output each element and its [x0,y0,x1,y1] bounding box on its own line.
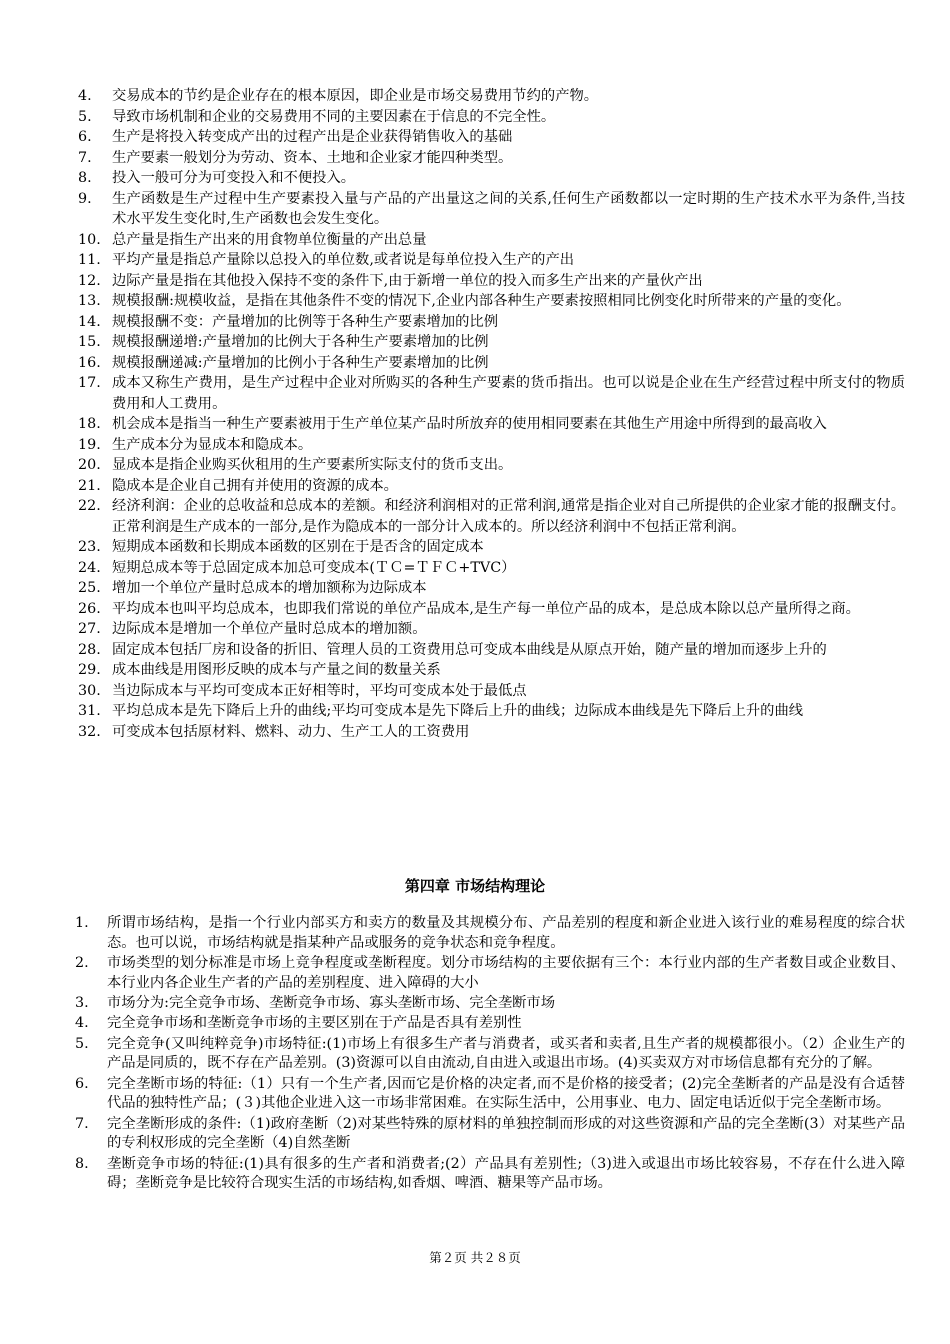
list-item [0,291,950,312]
list-item-number: 3. [75,994,89,1011]
list-item [0,994,950,1014]
list-item [0,414,950,435]
list-item [0,271,950,292]
list-item-number: 25. [78,580,101,596]
list-item-text: 平均成本也叫平均总成本，也即我们常说的单位产品成本,是生产每一单位产品的成本，是总成本除以总产量所得之商。 [112,600,860,617]
list-item-text: 边际产量是指在其他投入保持不变的条件下,由于新增一单位的投入而多生产出来的产量伙产出 [112,272,703,289]
list-item-text: 成本曲线是用图形反映的成本与产量之间的数量关系 [112,662,441,678]
list-item [0,660,950,681]
list-item-number: 4. [78,88,92,104]
list-item-number: 29. [78,662,101,678]
list-item-text: 边际成本是增加一个单位产量时总成本的增加额。 [112,621,427,637]
list-item-number: 14. [78,313,101,330]
list-item [0,537,950,558]
list-item-number: 30. [78,682,101,699]
list-item-text: 固定成本包括厂房和设备的折旧、管理人员的工资费用总可变成本曲线是从原点开始，随产量的增加而逐步上升的 [112,641,827,658]
list-item [0,496,950,537]
list-item [0,619,950,640]
list-item-text: 导致市场机制和企业的交易费用不同的主要因素在于信息的不完全性。 [112,108,556,125]
list-item-text: 规模报酬不变：产量增加的比例等于各种生产要素增加的比例 [112,313,499,330]
list-item [0,1115,950,1154]
list-item [0,373,950,414]
list-item [0,681,950,702]
numbered-list-chapter4 [0,914,950,1195]
list-item-number: 8. [78,170,92,186]
list-item [0,1014,950,1034]
list-item-number: 24. [78,559,101,576]
list-item-text: 平均总成本是先下降后上升的曲线;平均可变成本是先下降后上升的曲线；边际成本曲线是先下降后上升的曲线 [112,703,804,719]
list-item-text: 经济利润：企业的总收益和总成本的差额。和经济利润相对的正常利润,通常是指企业对自己所提供的企业家才能的报酬支付。正常利润是生产成本的一部分,是作为隐成本的一部分计入成本的。所以经济利润中不包括正常利润。 [112,498,905,535]
list-item-text: 平均产量是指总产量除以总投入的单位数,或者说是每单位投入生产的产出 [112,252,575,268]
list-item [0,148,950,169]
list-item [0,230,950,251]
list-item-number: 2. [75,954,89,971]
list-item-number: 16. [78,354,101,371]
list-item-text: 生产成本分为显成本和隐成本。 [112,436,313,453]
list-item [0,168,950,189]
list-item [0,1035,950,1074]
list-item-text: 显成本是指企业购买伙租用的生产要素所实际支付的货币支出。 [112,457,513,473]
list-item-number: 19. [78,436,101,453]
list-item [0,189,950,230]
list-item [0,332,950,353]
list-item-text: 规模报酬:规模收益，是指在其他条件不变的情况下,企业内部各种生产要素按照相同比例变化时所带来的产量的变化。 [112,293,851,309]
list-item [0,558,950,579]
list-item [0,578,950,599]
list-item-number: 32. [78,723,101,740]
list-item-text: 可变成本包括原材料、燃料、动力、生产工人的工资费用 [112,723,470,740]
list-item [0,353,950,374]
list-item-text: 短期总成本等于总固定成本加总可变成本(ＴＣ=ＴＦＣ+TVC） [112,559,516,576]
list-item-number: 12. [78,272,101,289]
list-item-text: 隐成本是企业自己拥有并使用的资源的成本。 [112,477,398,494]
list-item-text: 交易成本的节约是企业存在的根本原因，即企业是市场交易费用节约的产物。 [112,88,599,104]
list-item-text: 市场类型的划分标准是市场上竞争程度或垄断程度。划分市场结构的主要依据有三个：本行业内部的生产者数目或企业数目、本行业内各企业生产者的产品的差别程度、进入障碍的大小 [107,954,905,991]
list-item [0,1075,950,1114]
list-item-text: 生产要素一般划分为劳动、资本、土地和企业家才能四种类型。 [112,149,513,166]
list-item-text: 机会成本是指当一种生产要素被用于生产单位某产品时所放弃的使用相同要素在其他生产用途中所得到的最高收入 [112,416,827,432]
list-item-number: 6. [75,1075,89,1092]
list-item [0,455,950,476]
list-item-number: 9. [78,190,92,207]
list-item-number: 6. [78,129,92,145]
list-item [0,599,950,620]
list-item-number: 4. [75,1015,89,1032]
chapter-heading: 第四章 市场结构理论 [404,877,546,895]
list-item-number: 1. [75,915,89,931]
list-item-text: 总产量是指生产出来的用食物单位衡量的产出总量 [112,231,427,248]
list-item-text: 市场分为:完全竞争市场、垄断竞争市场、寡头垄断市场、完全垄断市场 [107,994,556,1011]
list-item-text: 生产是将投入转变成产出的过程产出是企业获得销售收入的基础 [112,129,513,145]
list-item-text: 规模报酬递减:产量增加的比例小于各种生产要素增加的比例 [112,354,489,371]
list-item [0,914,950,953]
list-item [0,640,950,661]
list-item-text: 规模报酬递增:产量增加的比例大于各种生产要素增加的比例 [112,334,489,350]
list-item-number: 10. [78,231,101,248]
list-item-number: 21. [78,477,101,494]
list-item-text: 完全竞争市场和垄断竞争市场的主要区别在于产品是否具有差别性 [107,1015,522,1032]
list-item-number: 23. [78,539,101,555]
list-item-text: 投入一般可分为可变投入和不便投入。 [112,170,356,186]
list-item-text: 完全竞争(又叫纯粹竞争)市场特征:(1)市场上有很多生产者与消费者，或买者和卖者,且生产者的规模都很小。（2）企业生产的产品是同质的，既不存在产品差别。(3)资源可以自由流动,自由进入或退出市场。(4)买卖双方对市场信息都有充分的了解。 [107,1035,905,1072]
list-item [0,435,950,456]
list-item-number: 5. [75,1035,89,1052]
list-item-number: 7. [75,1115,89,1132]
list-item-number: 7. [78,149,92,166]
list-item-number: 31. [78,703,101,719]
list-item [0,701,950,722]
page-footer: 第２页 共２８页 [429,1250,521,1265]
list-item-text: 垄断竞争市场的特征:(1)具有很多的生产者和消费者;(2）产品具有差别性;（3)进入或退出市场比较容易，不存在什么进入障碍；垄断竞争是比较符合现实生活的市场结构,如香烟、啤酒、糖果等产品市场。 [107,1155,905,1192]
list-item-number: 20. [78,457,101,473]
list-item-text: 完全垄断形成的条件:（1)政府垄断（2)对某些特殊的原材料的单独控制而形成的对这些资源和产品的完全垄断(3）对某些产品的专利权形成的完全垄断（4)自然垄断 [107,1115,905,1152]
list-item [0,722,950,743]
list-item-number: 28. [78,641,101,658]
list-item-text: 所谓市场结构，是指一个行业内部买方和卖方的数量及其规模分布、产品差别的程度和新企业进入该行业的难易程度的综合状态。也可以说，市场结构就是指某种产品或服务的竞争状态和竞争程度。 [107,915,905,951]
list-item-text: 当边际成本与平均可变成本正好相等时，平均可变成本处于最低点 [112,682,527,699]
list-item-number: 18. [78,416,101,432]
numbered-list-chapter3 [0,86,950,742]
list-item-number: 11. [78,252,101,268]
list-item [0,954,950,993]
list-item [0,127,950,148]
list-item-text: 完全垄断市场的特征:（1）只有一个生产者,因而它是价格的决定者,而不是价格的接受者；(2)完全垄断者的产品是没有合适替代品的独特性产品；(３)其他企业进入这一市场非常困难。在实际生活中，公用事业、电力、固定电话近似于完全垄断市场。 [107,1075,905,1112]
list-item [0,86,950,107]
list-item [0,312,950,333]
list-item-text: 短期成本函数和长期成本函数的区别在于是否含的固定成本 [112,539,484,555]
list-item-number: 26. [78,600,101,617]
list-item [0,107,950,128]
list-item-number: 22. [78,498,101,514]
list-item [0,476,950,497]
list-item-number: 13. [78,293,101,309]
list-item [0,1155,950,1194]
list-item [0,250,950,271]
list-item-number: 17. [78,375,101,391]
list-item-number: 27. [78,621,101,637]
list-item-number: 15. [78,334,101,350]
list-item-number: 8. [75,1155,89,1172]
list-item-text: 生产函数是生产过程中生产要素投入量与产品的产出量这之间的关系,任何生产函数都以一定时期的生产技术水平为条件,当技术水平发生变化时,生产函数也会发生变化。 [112,190,905,227]
list-item-text: 成本又称生产费用，是生产过程中企业对所购买的各种生产要素的货币指出。也可以说是企业在生产经营过程中所支付的物质费用和人工费用。 [112,375,905,412]
list-item-number: 5. [78,108,92,125]
list-item-text: 增加一个单位产量时总成本的增加额称为边际成本 [112,580,427,596]
